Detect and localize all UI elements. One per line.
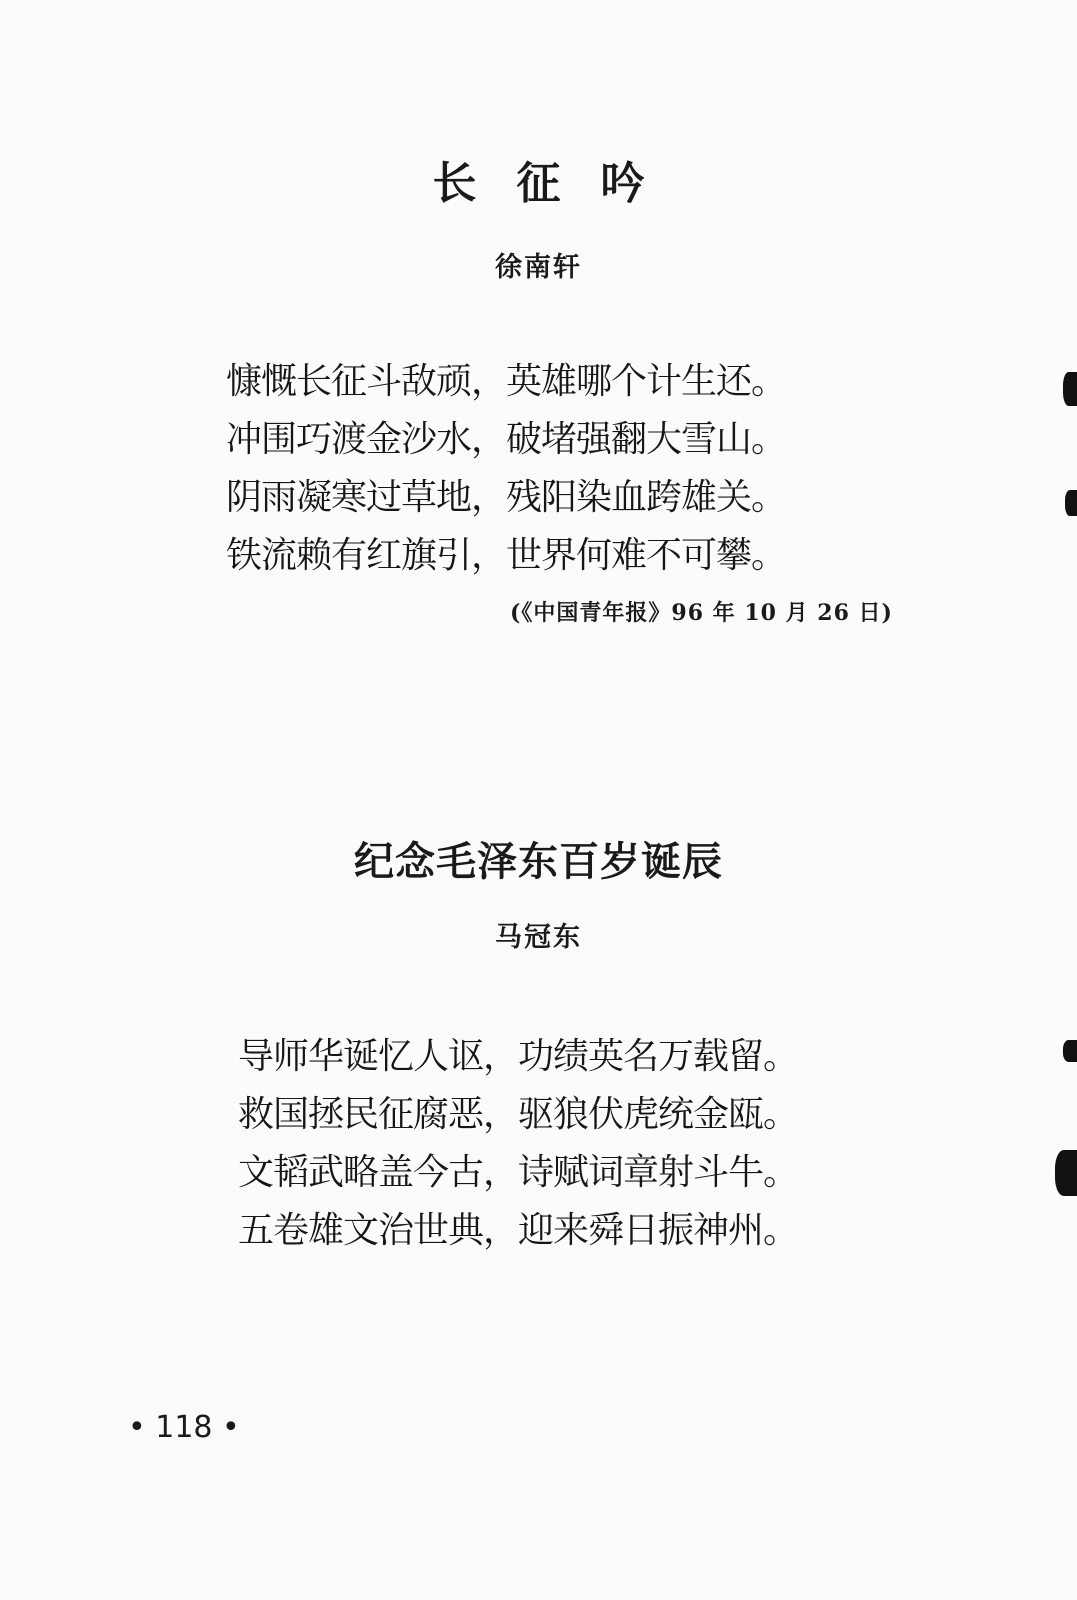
poem-line: 冲围巧渡金沙水，破堵强翻大雪山。: [226, 419, 787, 460]
scan-artifact: [1065, 490, 1077, 516]
poem-author: 马冠东: [495, 922, 582, 953]
poem-source-citation: (《中国青年报》96 年 10 月 26 日): [510, 600, 893, 626]
poem-line: 五卷雄文治世典，迎来舜日振神州。: [238, 1210, 799, 1251]
poem-title: 纪念毛泽东百岁诞辰: [354, 839, 723, 885]
poem-author: 徐南轩: [495, 252, 582, 283]
poem-line: 阴雨凝寒过草地，残阳染血跨雄关。: [226, 477, 787, 518]
poem-line: 导师华诞忆人讴，功绩英名万载留。: [238, 1036, 799, 1077]
poem-body: [238, 1028, 798, 1260]
scan-artifact: [1063, 372, 1077, 406]
poem-line: 铁流赖有红旗引，世界何难不可攀。: [226, 535, 787, 576]
poem-title: 长征吟: [432, 158, 685, 209]
scan-artifact: [1063, 1040, 1077, 1062]
page-number: • 118 •: [128, 1410, 240, 1445]
poem-line: 救国拯民征腐恶，驱狼伏虎统金瓯。: [238, 1094, 799, 1135]
scan-artifact: [1055, 1150, 1077, 1196]
poem-line: 文韬武略盖今古，诗赋词章射斗牛。: [238, 1152, 799, 1193]
poem-line: 慷慨长征斗敌顽，英雄哪个计生还。: [226, 361, 787, 402]
poem-body: [226, 353, 786, 585]
